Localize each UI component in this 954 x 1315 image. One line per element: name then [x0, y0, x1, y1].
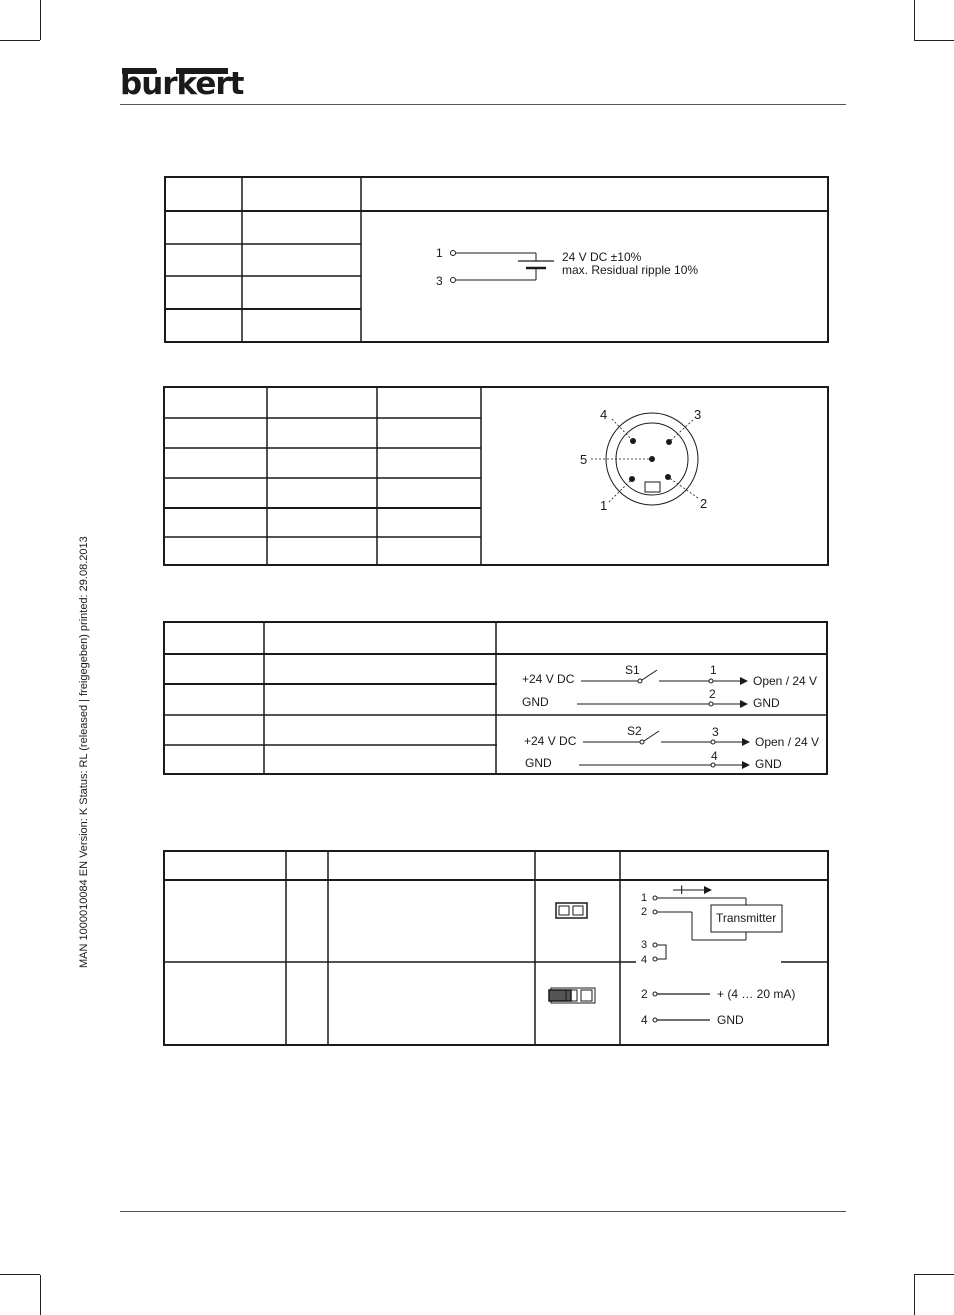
document-status-sidebar: MAN 1000010084 EN Version: K Status: RL (released | freigegeben) printed: 29.08.2013: [78, 536, 90, 968]
switch-row1-output: Open / 24 V: [753, 674, 818, 688]
crop-mark: [40, 0, 41, 40]
analog-gnd-pin-label: 4: [641, 1013, 648, 1027]
crop-mark: [914, 1275, 915, 1315]
switch-row3-switch: S2: [627, 724, 642, 738]
analog-output-table: [163, 850, 830, 1047]
switch-row4-pin: 4: [711, 749, 718, 763]
analog-pin-1-label: 1: [641, 892, 648, 904]
crop-mark: [914, 0, 915, 40]
analog-gnd-label: GND: [717, 1013, 744, 1027]
crop-mark: [914, 40, 954, 41]
switch-row2-pin: 2: [709, 687, 716, 701]
crop-mark: [0, 1274, 40, 1275]
header-rule: [120, 104, 846, 105]
connector-pin-4-label: 4: [600, 407, 608, 422]
supply-ripple-label: max. Residual ripple 10%: [562, 263, 699, 277]
switch-row1-pin: 1: [710, 663, 717, 677]
analog-current-label: I: [680, 883, 684, 897]
brand-logo: bürkert: [120, 66, 244, 102]
connector-pin-2-label: 2: [700, 496, 708, 511]
switch-output-table: [163, 621, 830, 777]
supply-voltage-label: 24 V DC ±10%: [562, 250, 642, 264]
analog-plus-pin-label: 2: [641, 987, 648, 1001]
switch-row1-supply: +24 V DC: [522, 672, 575, 686]
connector-table-grid: [163, 386, 830, 567]
transmitter-label: Transmitter: [716, 911, 777, 925]
switch-row4-output: GND: [755, 757, 782, 771]
connector-pin-table: [163, 386, 830, 567]
connector-pin-5-label: 5: [580, 452, 588, 467]
connector-pin-1-label: 1: [600, 498, 608, 513]
switch-row2-output: GND: [753, 696, 780, 710]
analog-pin-2-label: 2: [641, 906, 648, 918]
switch-row1-switch: S1: [625, 663, 640, 677]
connector-pin-3-label: 3: [694, 407, 702, 422]
analog-pin-4-label: 4: [641, 954, 648, 966]
crop-mark: [40, 1275, 41, 1315]
switch-row2-supply: GND: [522, 695, 549, 709]
switch-row3-supply: +24 V DC: [524, 734, 577, 748]
footer-rule: [120, 1211, 846, 1212]
switch-row3-pin: 3: [712, 725, 719, 739]
supply-pin-3-label: 3: [436, 274, 443, 288]
switch-table-grid: [163, 621, 830, 777]
switch-row3-output: Open / 24 V: [755, 735, 820, 749]
analog-pin-3-label: 3: [641, 939, 648, 951]
crop-mark: [914, 1274, 954, 1275]
crop-mark: [0, 40, 40, 41]
analog-current-range-label: + (4 … 20 mA): [717, 987, 796, 1001]
supply-pin-1-label: 1: [436, 246, 443, 260]
switch-row4-supply: GND: [525, 756, 552, 770]
supply-voltage-table: [164, 176, 830, 344]
supply-table-grid: [164, 176, 830, 344]
